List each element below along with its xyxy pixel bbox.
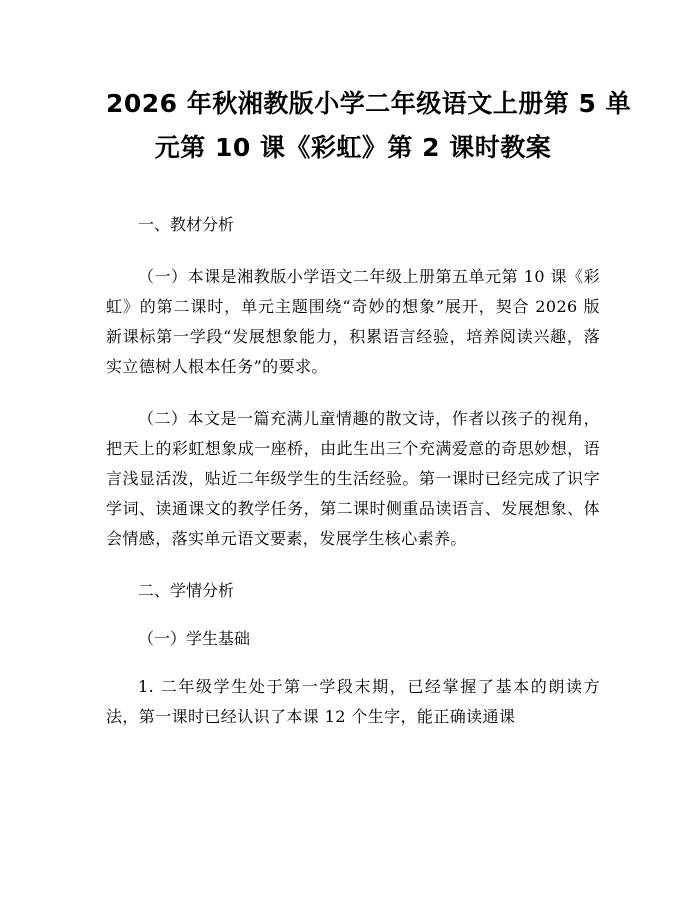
paragraph-textbook-analysis-2: （二）本文是一篇充满儿童情趣的散文诗，作者以孩子的视角，把天上的彩虹想象成一座桥，由此生出三个充满爱意的奇思妙想，语言浅显活泼，贴近二年级学生的生活经验。第一课时已经完成了识字学词、读通课文的教学任务，第二课时侧重品读语言、发展想象、体会情感，落实单元语文要素，发展学生核心素养。 [106,409,600,548]
paragraph-textbook-analysis-1: （一）本课是湘教版小学语文二年级上册第五单元第 10 课《彩虹》的第二课时，单元主题围绕“奇妙的想象”展开，契合 2026 版新课标第一学段“发展想象能力，积累语言经验，培养阅读兴趣，落实立德树人根本任务”的要求。 [106,267,600,376]
subheading-student-foundation: （一）学生基础 [138,629,251,648]
title-line-1: 2026 年秋湘教版小学二年级语文上册第 5 单 [106,89,632,118]
title-line-2: 元第 10 课《彩虹》第 2 课时教案 [154,133,552,162]
section-heading-textbook-analysis: 一、教材分析 [138,215,235,234]
paragraph-student-foundation-1: 1. 二年级学生处于第一学段末期，已经掌握了基本的朗读方法，第一课时已经认识了本课 12 个生字，能正确读通课 [106,677,600,726]
document-title [106,82,632,170]
section-heading-student-analysis: 二、学情分析 [138,581,235,600]
